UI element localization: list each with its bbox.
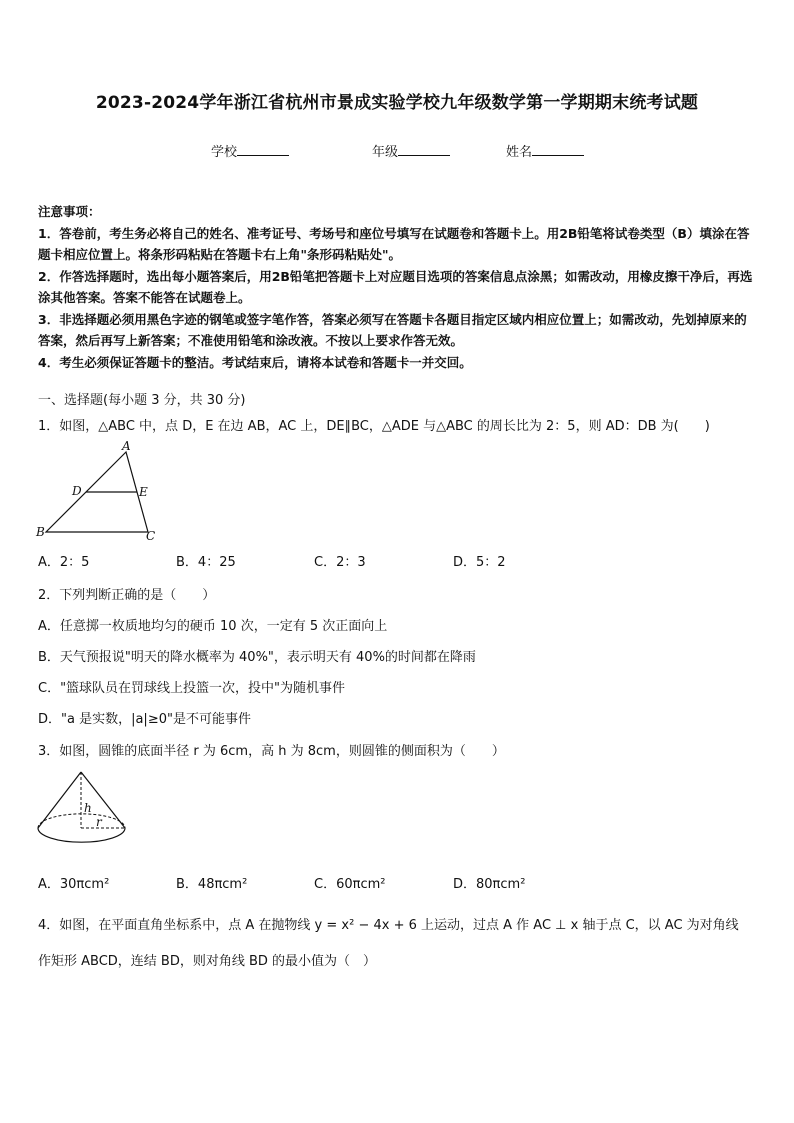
grade-blank[interactable]	[398, 143, 450, 156]
section-heading: 一、选择题(每小题 3 分，共 30 分)	[38, 393, 246, 408]
q2-option-b[interactable]: B．天气预报说"明天的降水概率为 40%"，表示明天有 40%的时间都在降雨	[38, 650, 476, 665]
note-item: 1．答卷前，考生务必将自己的姓名、准考证号、考场号和座位号填写在试题卷和答题卡上。用2B铅笔将试卷类型（B）填涂在答题卡相应位置上。将条形码粘贴在答题卡右上角"条形码粘贴处"。	[38, 225, 750, 262]
question-4-line-2: 作矩形 ABCD，连结 BD，则对角线 BD 的最小值为（ ）	[38, 954, 377, 969]
q1-option-d[interactable]: D．5：2	[453, 555, 506, 570]
cone-figure	[34, 766, 134, 858]
name-blank[interactable]	[532, 143, 584, 156]
q3-option-b[interactable]: B．48πcm²	[176, 877, 248, 892]
grade-label: 年级	[372, 145, 399, 160]
school-label: 学校	[211, 145, 238, 160]
q2-option-a[interactable]: A．任意掷一枚质地均匀的硬币 10 次，一定有 5 次正面向上	[38, 619, 388, 634]
cone-slant-right	[81, 772, 125, 828]
q3-option-a[interactable]: A．30πcm²	[38, 877, 110, 892]
note-item: 3．非选择题必须用黑色字迹的钢笔或签字笔作答，答案必须写在答题卡各题目指定区域内相应位置上；如需改动，先划掉原来的答案，然后再写上新答案；不准使用铅笔和涂改液。不按以上要求作答无效。	[38, 311, 747, 348]
q3-option-c[interactable]: C．60πcm²	[314, 877, 386, 892]
question-4-text	[38, 908, 758, 980]
question-4-line-1: 4．如图，在平面直角坐标系中，点 A 在抛物线 y = x² − 4x + 6 上运动，过点 A 作 AC ⊥ x 轴于点 C，以 AC 为对角线	[38, 918, 739, 933]
q2-option-c[interactable]: C．"篮球队员在罚球线上投篮一次，投中"为随机事件	[38, 681, 346, 696]
label-r: r	[96, 815, 102, 829]
notes-heading: 注意事项：	[38, 204, 101, 219]
label-d: D	[72, 484, 82, 498]
q3-option-d[interactable]: D．80πcm²	[453, 877, 526, 892]
label-c: C	[146, 529, 156, 543]
name-label: 姓名	[506, 145, 533, 160]
q1-option-c[interactable]: C．2：3	[314, 555, 366, 570]
label-e: E	[139, 485, 148, 499]
note-item: 4．考生必须保证答题卡的整洁。考试结束后，请将本试卷和答题卡一并交回。	[38, 354, 472, 370]
q1-option-b[interactable]: B．4：25	[176, 555, 236, 570]
label-b: B	[36, 525, 45, 539]
label-a: A	[122, 440, 131, 453]
notes-block	[38, 201, 758, 373]
school-field[interactable]	[211, 141, 289, 160]
triangle-figure	[34, 440, 164, 546]
note-item: 2．作答选择题时，选出每小题答案后，用2B铅笔把答题卡上对应题目选项的答案信息点涂黑；如需改动，用橡皮擦干净后，再选涂其他答案。答案不能答在试题卷上。	[38, 268, 753, 305]
question-1-text: 1．如图，△ABC 中，点 D，E 在边 AB，AC 上，DE∥BC，△ADE 与△ABC 的周长比为 2：5，则 AD：DB 为( )	[38, 419, 710, 434]
school-blank[interactable]	[237, 143, 289, 156]
q2-option-d[interactable]: D．"a 是实数，|a|≥0"是不可能事件	[38, 712, 251, 727]
cone-base-front	[38, 828, 125, 842]
exam-title: 2023-2024学年浙江省杭州市景成实验学校九年级数学第一学期期末统考试题	[95, 93, 699, 113]
cone-base-back	[38, 814, 125, 828]
question-3-text: 3．如图，圆锥的底面半径 r 为 6cm，高 h 为 8cm，则圆锥的侧面积为（ ）	[38, 744, 505, 759]
cone-slant-left	[38, 772, 81, 828]
grade-field[interactable]	[372, 141, 450, 160]
q1-option-a[interactable]: A．2：5	[38, 555, 90, 570]
label-h: h	[84, 801, 92, 815]
question-2-text: 2．下列判断正确的是（ ）	[38, 588, 216, 603]
name-field[interactable]	[506, 141, 584, 160]
